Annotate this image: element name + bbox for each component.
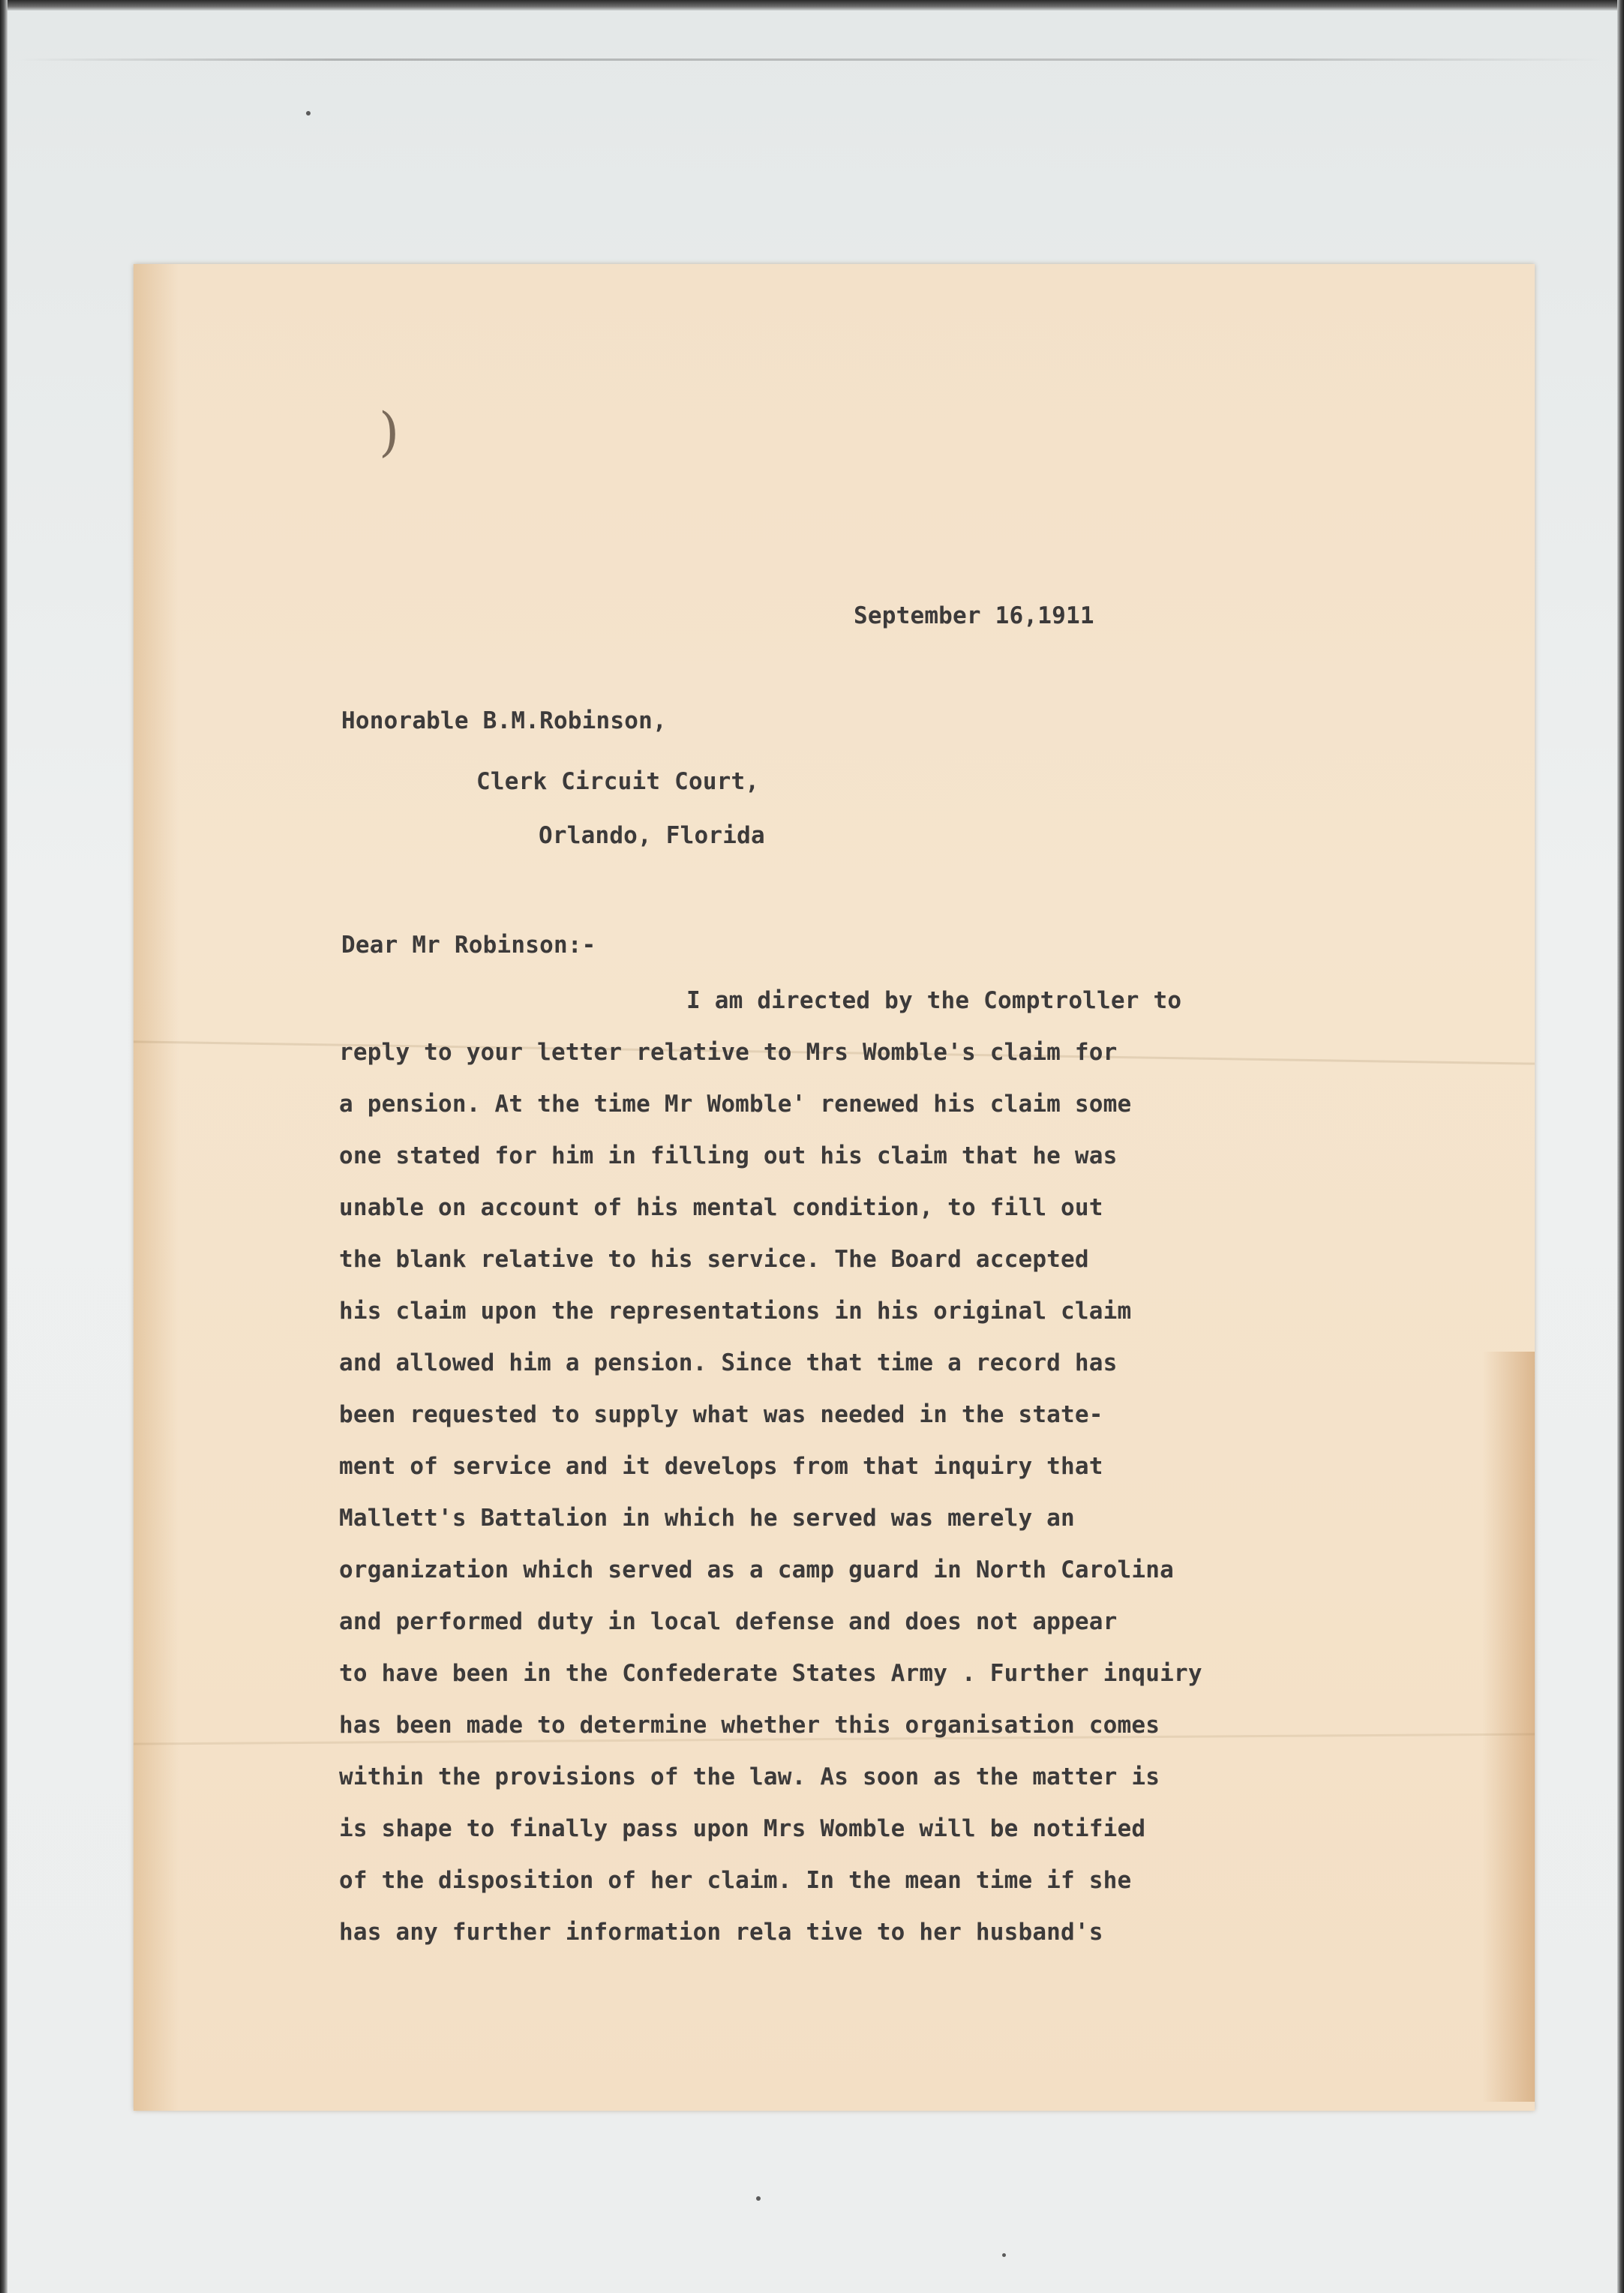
body-line: I am directed by the Comptroller to	[686, 987, 1182, 1014]
pencil-mark: )	[379, 401, 400, 463]
body-line: has any further information rela tive to her husband's	[339, 1919, 1103, 1946]
scanner-right-edge	[1617, 0, 1624, 2293]
body-line: unable on account of his mental condition, to fill out	[339, 1194, 1103, 1221]
body-line: to have been in the Confederate States Army . Further inquiry	[339, 1660, 1202, 1687]
body-line: Mallett's Battalion in which he served was merely an	[339, 1505, 1075, 1532]
body-line: a pension. At the time Mr Womble' renewed his claim some	[339, 1091, 1132, 1118]
paper-stain-right	[1482, 1352, 1535, 2102]
letter-body	[339, 989, 1389, 1973]
letter-date: September 16,1911	[854, 602, 1094, 629]
scanner-top-edge	[0, 0, 1624, 11]
body-line: reply to your letter relative to Mrs Womble's claim for	[339, 1039, 1118, 1066]
dust-speck	[1002, 2253, 1006, 2257]
body-line: the blank relative to his service. The Board accepted	[339, 1246, 1089, 1273]
body-line: within the provisions of the law. As soon as the matter is	[339, 1763, 1160, 1790]
salutation: Dear Mr Robinson:-	[341, 932, 596, 959]
address-line-office: Clerk Circuit Court,	[476, 768, 760, 795]
body-line: organization which served as a camp guard in North Carolina	[339, 1556, 1174, 1583]
paper-stain-left	[134, 264, 179, 2111]
body-line: has been made to determine whether this organisation comes	[339, 1712, 1160, 1739]
scanner-glass-line	[15, 59, 1609, 61]
body-line: and allowed him a pension. Since that time a record has	[339, 1349, 1118, 1376]
body-line: been requested to supply what was needed in the state-	[339, 1401, 1103, 1428]
body-line: ment of service and it develops from that inquiry that	[339, 1453, 1103, 1480]
dust-speck	[756, 2196, 761, 2201]
dust-speck	[306, 111, 311, 116]
scanner-left-edge	[0, 0, 8, 2293]
address-line-city: Orlando, Florida	[539, 822, 765, 849]
body-line: and performed duty in local defense and does not appear	[339, 1608, 1118, 1635]
body-line: one stated for him in filling out his claim that he was	[339, 1142, 1118, 1169]
body-line: his claim upon the representations in his original claim	[339, 1298, 1132, 1325]
address-line-name: Honorable B.M.Robinson,	[341, 707, 667, 734]
body-line: is shape to finally pass upon Mrs Womble will be notified	[339, 1815, 1146, 1842]
body-line: of the disposition of her claim. In the mean time if she	[339, 1867, 1132, 1894]
